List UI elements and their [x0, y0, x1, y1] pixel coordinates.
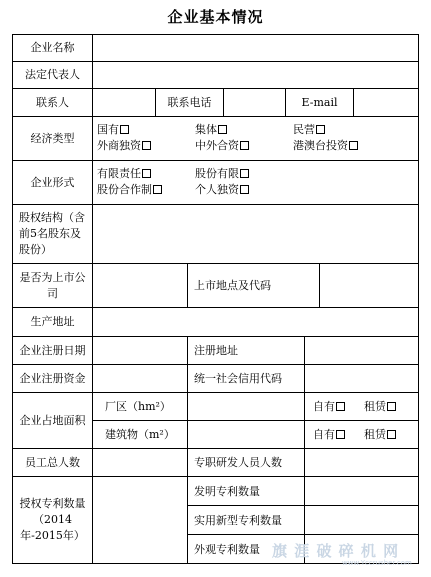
factory-rent-option[interactable]: 租赁	[364, 399, 396, 415]
rd-staff-label: 专职研发人员人数	[188, 449, 305, 476]
row-staff	[13, 449, 418, 477]
row-reg-date	[13, 337, 418, 365]
building-rent-option[interactable]: 租赁	[364, 427, 396, 443]
econ-option-private[interactable]: 民营	[293, 122, 325, 138]
factory-area-label: 厂区（hm²）	[105, 400, 171, 413]
form-option-ltd[interactable]: 有限责任	[97, 166, 151, 182]
listed-label: 是否为上市公司	[13, 264, 93, 307]
econ-option-hmt[interactable]: 港澳台投资	[293, 138, 358, 154]
row-land-area	[13, 393, 418, 449]
page-title: 企业基本情况	[167, 8, 264, 26]
row-equity	[13, 205, 418, 264]
rd-staff-field[interactable]	[305, 449, 418, 476]
checkbox-icon	[153, 185, 162, 194]
credit-code-label: 统一社会信用代码	[188, 365, 305, 392]
listing-place-field[interactable]	[320, 264, 418, 307]
checkbox-icon	[336, 430, 345, 439]
equity-field[interactable]	[93, 205, 418, 263]
econ-option-collective[interactable]: 集体	[195, 122, 227, 138]
row-reg-capital	[13, 365, 418, 393]
prod-addr-label: 生产地址	[13, 308, 93, 336]
row-legal-rep	[13, 62, 418, 89]
row-contact	[13, 89, 418, 117]
reg-date-label: 企业注册日期	[13, 337, 93, 364]
building-area-label: 建筑物（m²）	[105, 428, 175, 441]
checkbox-icon	[336, 402, 345, 411]
row-prod-addr	[13, 308, 418, 337]
checkbox-icon	[142, 141, 151, 150]
reg-addr-label: 注册地址	[188, 337, 305, 364]
area-divider	[93, 420, 418, 421]
econ-option-state-owned[interactable]: 国有	[97, 122, 129, 138]
checkbox-icon	[316, 125, 325, 134]
design-label: 外观专利数量	[194, 543, 260, 556]
company-name-field[interactable]	[93, 35, 418, 61]
reg-date-field[interactable]	[93, 337, 188, 364]
patent-divider-1	[188, 505, 418, 506]
checkbox-icon	[142, 169, 151, 178]
econ-type-label: 经济类型	[13, 117, 93, 160]
econ-type-options	[93, 117, 418, 160]
patents-total-field[interactable]	[93, 477, 188, 563]
equity-label: 股权结构（含前5名股东及股份）	[13, 205, 93, 263]
legal-rep-label: 法定代表人	[13, 62, 93, 88]
factory-own-option[interactable]: 自有	[313, 399, 345, 415]
credit-code-field[interactable]	[305, 365, 418, 392]
form-option-sole[interactable]: 个人独资	[195, 182, 249, 198]
checkbox-icon	[387, 402, 396, 411]
checkbox-icon	[240, 185, 249, 194]
row-listed	[13, 264, 418, 308]
checkbox-icon	[120, 125, 129, 134]
phone-field[interactable]	[224, 89, 286, 116]
listed-field[interactable]	[93, 264, 188, 307]
utility-label: 实用新型专利数量	[194, 514, 282, 527]
land-area-label: 企业占地面积	[13, 393, 93, 448]
row-company-name	[13, 35, 418, 62]
phone-label: 联系电话	[156, 89, 224, 116]
company-name-label: 企业名称	[13, 35, 93, 61]
patent-divider-2	[188, 534, 418, 535]
checkbox-icon	[387, 430, 396, 439]
form-option-coop[interactable]: 股份合作制	[97, 182, 162, 198]
reg-addr-field[interactable]	[305, 337, 418, 364]
checkbox-icon	[218, 125, 227, 134]
company-info-form	[12, 34, 419, 564]
staff-field[interactable]	[93, 449, 188, 476]
contact-field[interactable]	[93, 89, 156, 116]
building-own-option[interactable]: 自有	[313, 427, 345, 443]
row-econ-type	[13, 117, 418, 161]
email-label: E-mail	[286, 89, 354, 116]
company-form-label: 企业形式	[13, 161, 93, 204]
checkbox-icon	[240, 169, 249, 178]
patents-label: 授权专利数量（2014年-2015年）	[13, 477, 93, 563]
site-watermark: 旗 涯 破 碎 机 网 www.Yccrusher.com	[272, 542, 412, 567]
econ-option-jv[interactable]: 中外合资	[195, 138, 249, 154]
invention-label: 发明专利数量	[194, 485, 260, 498]
reg-capital-field[interactable]	[93, 365, 188, 392]
legal-rep-field[interactable]	[93, 62, 418, 88]
checkbox-icon	[240, 141, 249, 150]
prod-addr-field[interactable]	[93, 308, 418, 336]
reg-capital-label: 企业注册资金	[13, 365, 93, 392]
staff-label: 员工总人数	[13, 449, 93, 476]
checkbox-icon	[349, 141, 358, 150]
form-option-joint-stock[interactable]: 股份有限	[195, 166, 249, 182]
listing-place-label: 上市地点及代码	[188, 264, 320, 307]
econ-option-foreign[interactable]: 外商独资	[97, 138, 151, 154]
row-company-form	[13, 161, 418, 205]
email-field[interactable]	[354, 89, 418, 116]
company-form-options	[93, 161, 418, 204]
contact-label: 联系人	[13, 89, 93, 116]
